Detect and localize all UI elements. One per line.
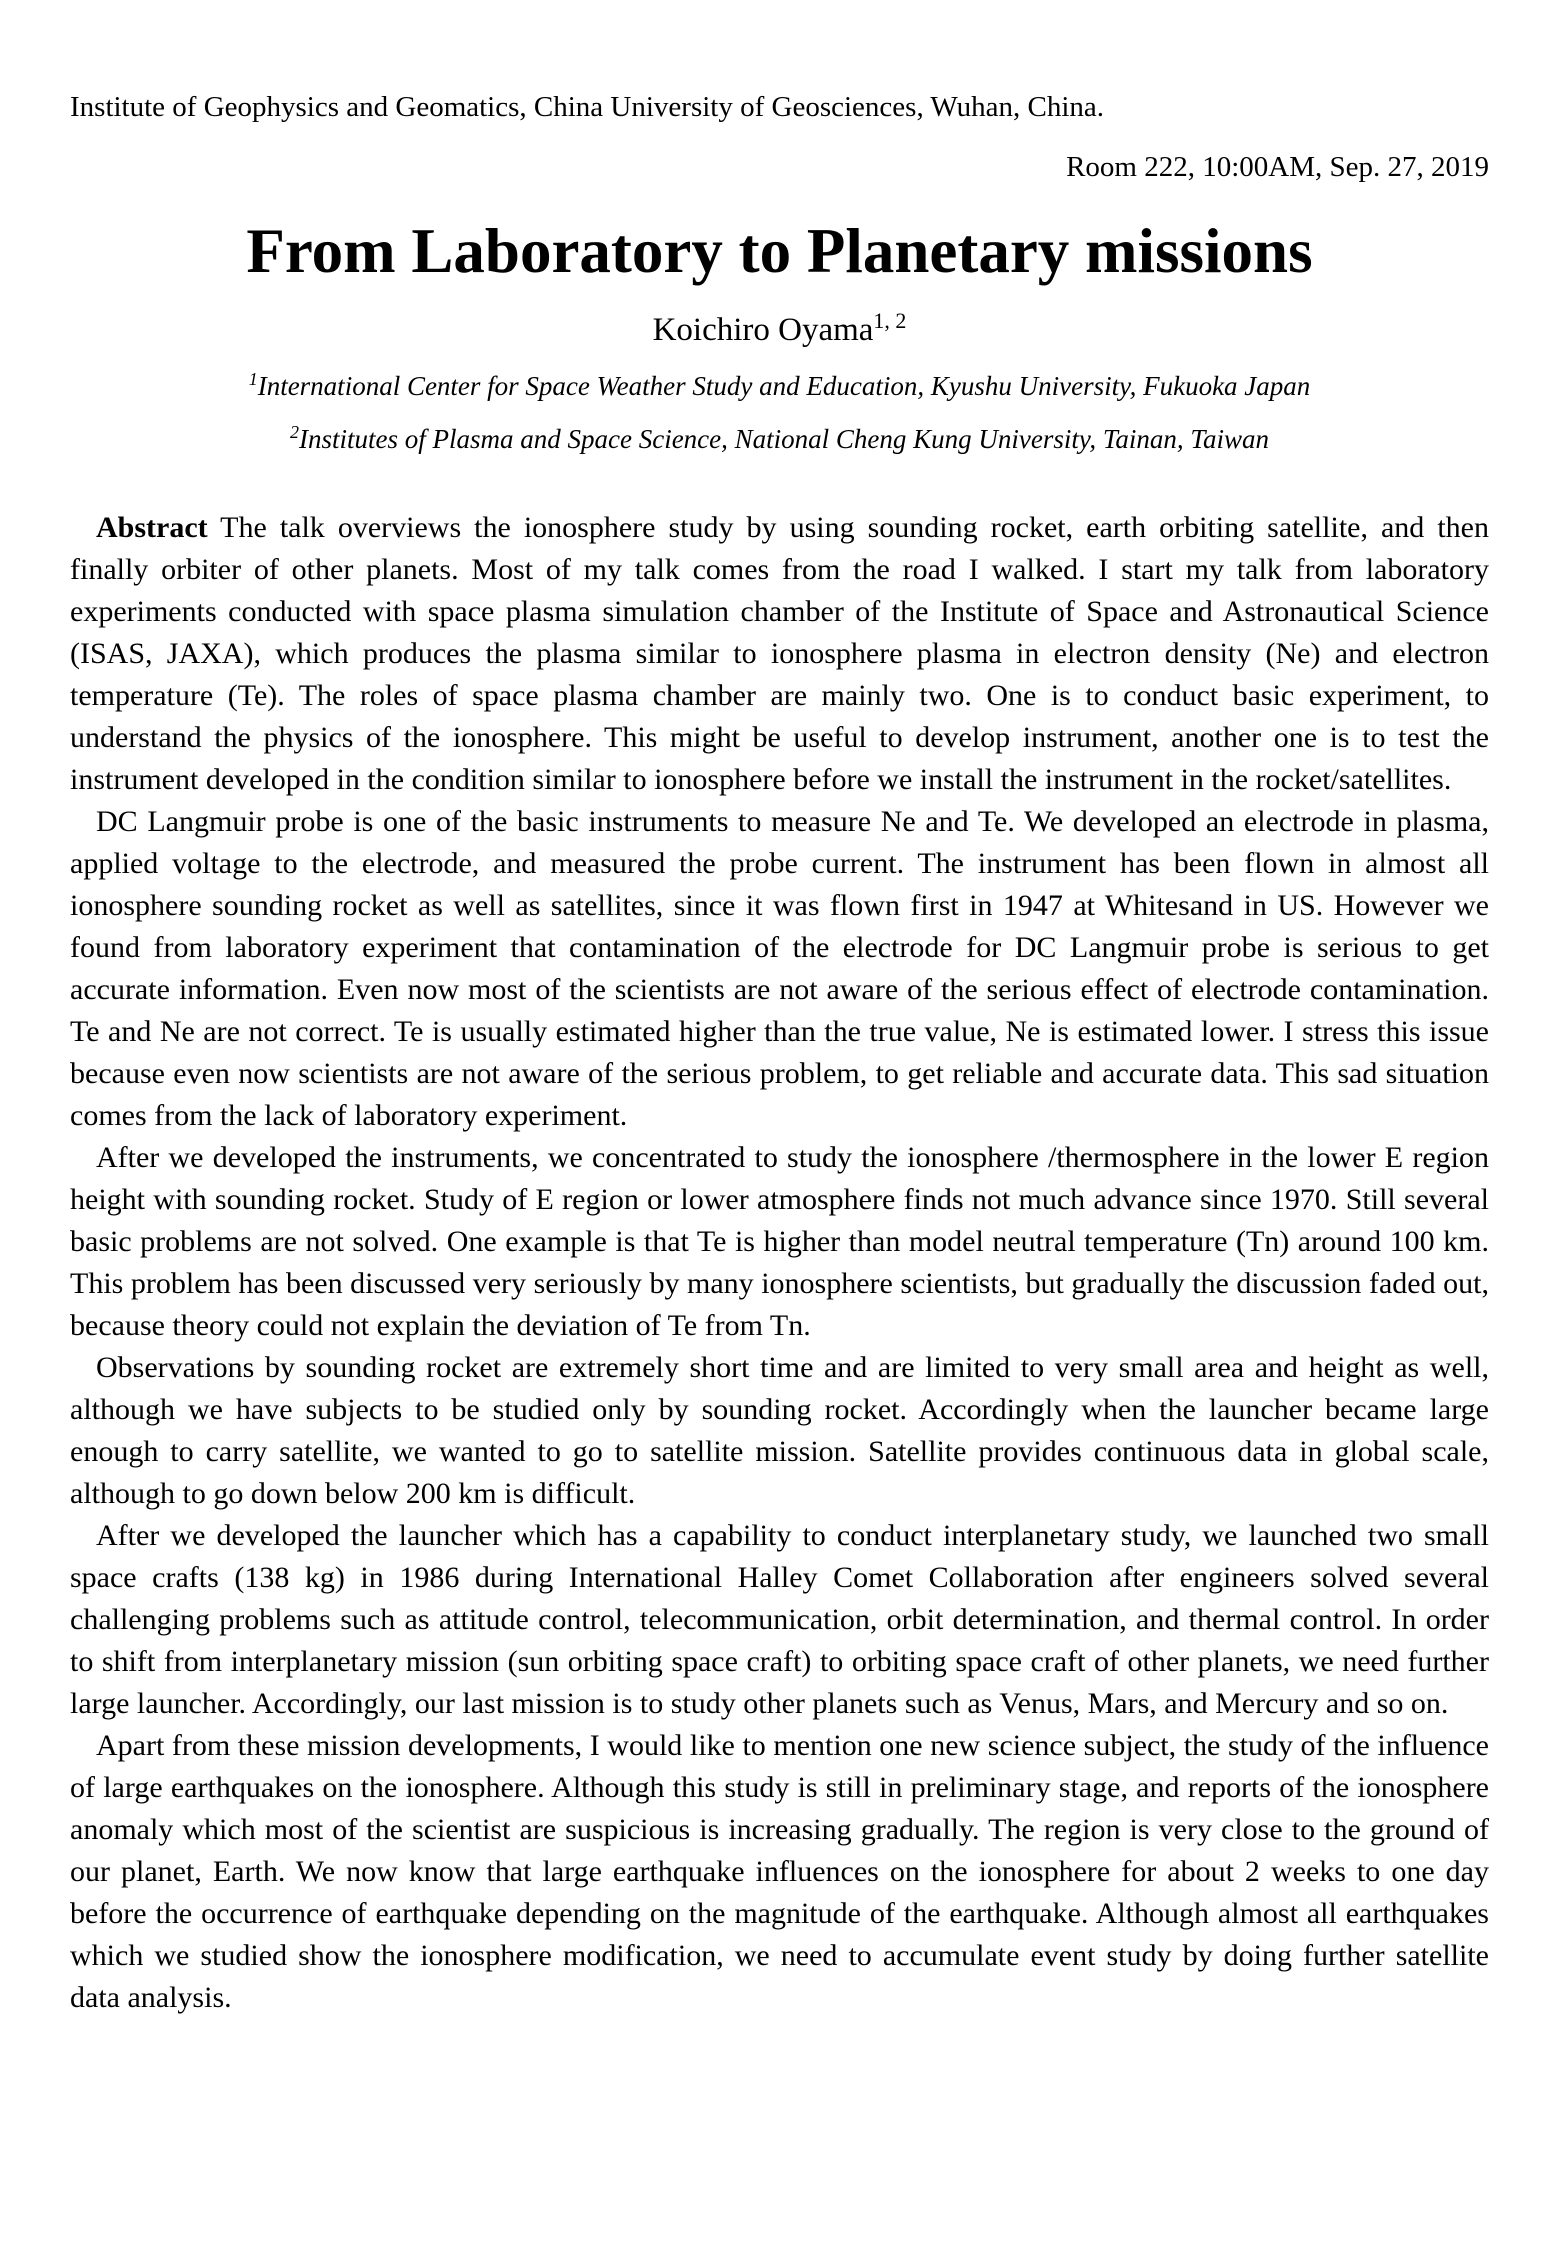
abstract-paragraph: After we developed the instruments, we concentrated to study the ionosphere /thermosphere in the lower E region height with sounding rocket. Study of E region or lower atmosphere finds not much advance since 1970. Still several basic problems are not solved. One example is that Te is higher than model neutral temperature (Tn) around 100 km. This problem has been discussed very seriously by many ionosphere scientists, but gradually the discussion faded out, because theory could not explain the deviation of Te from Tn. xyxy=(70,1140,1489,1342)
abstract-paragraph: DC Langmuir probe is one of the basic instruments to measure Ne and Te. We developed an electrode in plasma, applied voltage to the electrode, and measured the probe current. The instrument has been flown in almost all ionosphere sounding rocket as well as satellites, since it was flown first in 1947 at Whitesand in US. However we found from laboratory experiment that contamination of the electrode for DC Langmuir probe is serious to get accurate information. Even now most of the scientists are not aware of the serious effect of electrode contamination. Te and Ne are not correct. Te is usually estimated higher than the true value, Ne is estimated lower. I stress this issue because even now scientists are not aware of the serious problem, to get reliable and accurate data. This sad situation comes from the lack of laboratory experiment. xyxy=(70,804,1489,1132)
room-date-line: Room 222, 10:00AM, Sep. 27, 2019 xyxy=(1066,150,1489,183)
affiliation-line-2 xyxy=(70,421,1489,455)
abstract-paragraph-text: The talk overviews the ionosphere study by using sounding rocket, earth orbiting satellite, and then finally orbiter of other planets. Most of my talk comes from the road I walked. I start my talk from laboratory experiments conducted with space plasma simulation chamber of the Institute of Space and Astronautical Science (ISAS, JAXA), which produces the plasma similar to ionosphere plasma in electron density (Ne) and electron temperature (Te). The roles of space plasma chamber are mainly two. One is to conduct basic experiment, to understand the physics of the ionosphere. This might be useful to develop instrument, another one is to test the instrument developed in the condition similar to ionosphere before we install the instrument in the rocket/satellites. xyxy=(70,510,1489,796)
affiliation-marker-1: 1 xyxy=(248,368,258,389)
institute-line: Institute of Geophysics and Geomatics, China University of Geosciences, Wuhan, China. xyxy=(70,91,1105,123)
abstract-paragraph: Apart from these mission developments, I would like to mention one new science subject, the study of the influence of large earthquakes on the ionosphere. Although this study is still in preliminary stage, and reports of the ionosphere anomaly which most of the scientist are suspicious is increasing gradually. The region is very close to the ground of our planet, Earth. We now know that large earthquake influences on the ionosphere for about 2 weeks to one day before the occurrence of earthquake depending on the magnitude of the earthquake. Although almost all earthquakes which we studied show the ionosphere modification, we need to accumulate event study by doing further satellite data analysis. xyxy=(70,1728,1489,2014)
abstract-paragraph: Observations by sounding rocket are extremely short time and are limited to very small area and height as well, although we have subjects to be studied only by sounding rocket. Accordingly when the launcher became large enough to carry satellite, we wanted to go to satellite mission. Satellite provides continuous data in global scale, although to go down below 200 km is difficult. xyxy=(70,1350,1489,1510)
abstract-paragraph: After we developed the launcher which has a capability to conduct interplanetary study, we launched two small space crafts (138 kg) in 1986 during International Halley Comet Collaboration after engineers solved several challenging problems such as attitude control, telecommunication, orbit determination, and thermal control. In order to shift from interplanetary mission (sun orbiting space craft) to orbiting space craft of other planets, we need further large launcher. Accordingly, our last mission is to study other planets such as Venus, Mars, and Mercury and so on. xyxy=(70,1518,1489,1720)
affiliation-marker-2: 2 xyxy=(290,421,299,442)
affiliation-line-1 xyxy=(70,368,1489,402)
abstract-paragraph xyxy=(70,507,1489,801)
author-line xyxy=(70,307,1489,349)
author-name: Koichiro Oyama xyxy=(652,311,874,348)
affiliation-text-2: Institutes of Plasma and Space Science, National Cheng Kung University, Tainan, Taiwan xyxy=(299,423,1269,454)
paper-title: From Laboratory to Planetary missions xyxy=(246,215,1313,286)
abstract-label: Abstract xyxy=(96,510,208,544)
abstract-section xyxy=(70,507,1489,2019)
author-affiliation-marks: 1, 2 xyxy=(873,307,907,333)
affiliation-text-1: International Center for Space Weather Study and Education, Kyushu University, Fukuoka Japan xyxy=(257,370,1311,401)
